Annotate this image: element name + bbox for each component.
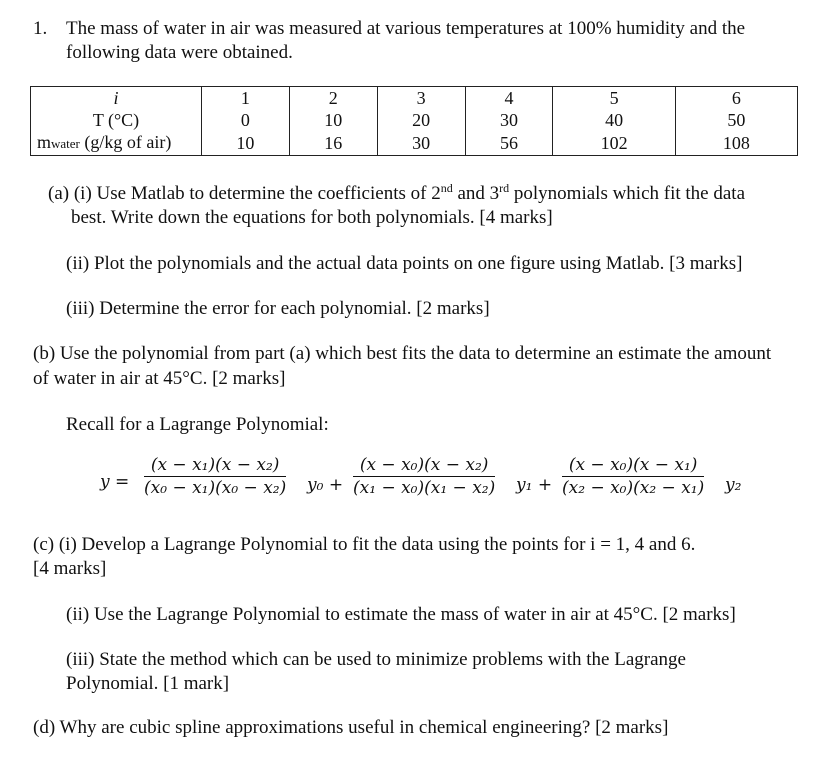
term-0-y: y₀ + bbox=[307, 475, 344, 495]
table-cell: 2 bbox=[289, 87, 377, 110]
table-cell: 50 bbox=[675, 109, 797, 131]
term-1-numerator: (x − x₀)(x − x₂) bbox=[353, 455, 495, 477]
part-b-line2: of water in air at 45°C. [2 marks] bbox=[33, 368, 286, 389]
lagrange-formula bbox=[100, 455, 780, 515]
table-cell: 10 bbox=[289, 109, 377, 131]
part-a-iii: (iii) Determine the error for each polynomial. [2 marks] bbox=[66, 298, 490, 319]
formula-lhs: y = bbox=[100, 472, 130, 492]
formula-term-2 bbox=[562, 455, 704, 498]
table-cell: 10 bbox=[202, 131, 290, 156]
part-a-i-line1: (a) (i) Use Matlab to determine the coefficients of 2nd and 3rd polynomials which fit the data bbox=[48, 181, 746, 204]
question-number: 1. bbox=[33, 18, 48, 39]
term-1-denominator: (x₁ − x₀)(x₁ − x₂) bbox=[353, 478, 496, 498]
term-2-y: y₂ bbox=[725, 475, 742, 495]
table-cell: 56 bbox=[465, 131, 553, 156]
formula-term-0 bbox=[144, 455, 286, 498]
table-cell: 108 bbox=[675, 131, 797, 156]
recall-heading: Recall for a Lagrange Polynomial: bbox=[66, 414, 329, 435]
data-table bbox=[30, 86, 798, 156]
table-cell: 5 bbox=[553, 87, 675, 110]
row-label-mass: mwater (g/kg of air) bbox=[31, 131, 202, 156]
term-0-denominator: (x₀ − x₁)(x₀ − x₂) bbox=[144, 478, 287, 498]
table-row-temperature bbox=[31, 109, 798, 131]
table-cell: 1 bbox=[202, 87, 290, 110]
table-cell: 20 bbox=[377, 109, 465, 131]
table-cell: 16 bbox=[289, 131, 377, 156]
part-c-i-line1: (c) (i) Develop a Lagrange Polynomial to fit the data using the points for i = 1, 4 and 6. bbox=[33, 534, 696, 555]
part-a-ii: (ii) Plot the polynomials and the actual data points on one figure using Matlab. [3 marks] bbox=[66, 253, 743, 274]
table-cell: 102 bbox=[553, 131, 675, 156]
table-cell: 0 bbox=[202, 109, 290, 131]
part-c-ii: (ii) Use the Lagrange Polynomial to estimate the mass of water in air at 45°C. [2 marks] bbox=[66, 604, 736, 625]
table-cell: 4 bbox=[465, 87, 553, 110]
table-cell: 3 bbox=[377, 87, 465, 110]
part-b-line1: (b) Use the polynomial from part (a) which best fits the data to determine an estimate the amount bbox=[33, 343, 772, 364]
question-intro-line2: following data were obtained. bbox=[66, 42, 293, 63]
table-row-mass bbox=[31, 131, 798, 156]
row-label-i: i bbox=[31, 87, 202, 110]
question-intro-line1: The mass of water in air was measured at various temperatures at 100% humidity and the bbox=[66, 18, 746, 39]
term-0-numerator: (x − x₁)(x − x₂) bbox=[144, 455, 286, 477]
term-1-y: y₁ + bbox=[516, 475, 553, 495]
row-label-temperature: T (°C) bbox=[31, 109, 202, 131]
part-d: (d) Why are cubic spline approximations useful in chemical engineering? [2 marks] bbox=[33, 717, 669, 738]
part-c-iii-line1: (iii) State the method which can be used to minimize problems with the Lagrange bbox=[66, 649, 686, 670]
formula-term-1 bbox=[353, 455, 495, 498]
table-cell: 40 bbox=[553, 109, 675, 131]
table-row-i bbox=[31, 87, 798, 110]
table-cell: 30 bbox=[377, 131, 465, 156]
part-c-i-line2: [4 marks] bbox=[33, 558, 107, 579]
table-cell: 6 bbox=[675, 87, 797, 110]
table-cell: 30 bbox=[465, 109, 553, 131]
term-2-numerator: (x − x₀)(x − x₁) bbox=[562, 455, 704, 477]
part-a-i-line2: best. Write down the equations for both polynomials. [4 marks] bbox=[71, 207, 553, 228]
part-c-iii-line2: Polynomial. [1 mark] bbox=[66, 673, 230, 694]
term-2-denominator: (x₂ − x₀)(x₂ − x₁) bbox=[562, 478, 705, 498]
